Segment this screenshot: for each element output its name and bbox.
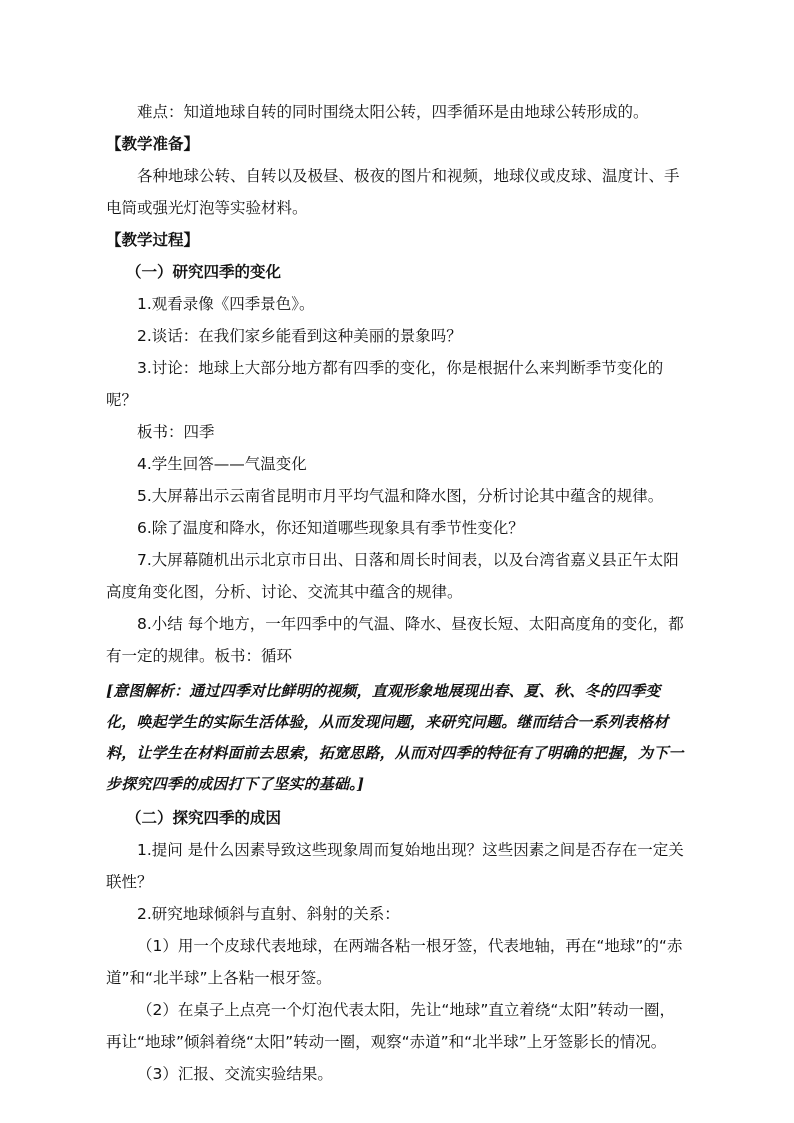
list-item: 1.观看录像《四季景色》。	[137, 295, 315, 313]
section2-title: （二）探究四季的成因	[126, 809, 282, 827]
list-item: 4.学生回答——气温变化	[137, 455, 307, 473]
list-item: （1）用一个皮球代表地球，在两端各粘一根牙签，代表地轴，再在“地球”的“赤道”和“北半球”上各粘一根牙签。	[106, 937, 683, 987]
list-item: （2）在桌子上点亮一个灯泡代表太阳，先让“地球”直立着绕“太阳”转动一圈，再让“地球”倾斜着绕“太阳”转动一圈，观察“赤道”和“北半球”上牙签影长的情况。	[106, 1001, 675, 1051]
list-item: 5.大屏幕出示云南省昆明市月平均气温和降水图，分析讨论其中蕴含的规律。	[137, 487, 664, 505]
list-item: 板书：四季	[137, 423, 215, 441]
list-item: 2.研究地球倾斜与直射、斜射的关系：	[137, 905, 400, 923]
list-item: （3）汇报、交流实验结果。	[137, 1065, 333, 1083]
process-heading: 【教学过程】	[106, 231, 200, 249]
section1-title: （一）研究四季的变化	[126, 263, 282, 281]
design-note: [意图解析：通过四季对比鲜明的视频，直观形象地展现出春、夏、秋、冬的四季变化，唤起学生的实际生活体验，从而发现问题，来研究问题。继而结合一系列表格材料，让学生在材料面前去思索，拓宽思路，从而对四季的特征有了明确的把握，为下一步探究四季的成因打下了坚实的基础。]	[106, 682, 684, 793]
prep-text: 各种地球公转、自转以及极昼、极夜的图片和视频，地球仪或皮球、温度计、手电筒或强光灯泡等实验材料。	[106, 167, 680, 217]
prep-heading: 【教学准备】	[106, 135, 200, 153]
difficulty-line: 难点：知道地球自转的同时围绕太阳公转，四季循环是由地球公转形成的。	[137, 103, 649, 121]
list-item: 1.提问 是什么因素导致这些现象周而复始地出现？这些因素之间是否存在一定关联性？	[106, 841, 684, 891]
list-item: 3.讨论：地球上大部分地方都有四季的变化，你是根据什么来判断季节变化的呢？	[106, 359, 664, 409]
list-item: 6.除了温度和降水，你还知道哪些现象具有季节性变化？	[137, 519, 524, 537]
list-item: 8.小结 每个地方，一年四季中的气温、降水、昼夜长短、太阳高度角的变化，都有一定的规律。板书：循环	[106, 615, 684, 665]
list-item: 2.谈话：在我们家乡能看到这种美丽的景象吗？	[137, 327, 462, 345]
list-item: 7.大屏幕随机出示北京市日出、日落和周长时间表，以及台湾省嘉义县正午太阳高度角变化图，分析、讨论、交流其中蕴含的规律。	[106, 551, 679, 601]
